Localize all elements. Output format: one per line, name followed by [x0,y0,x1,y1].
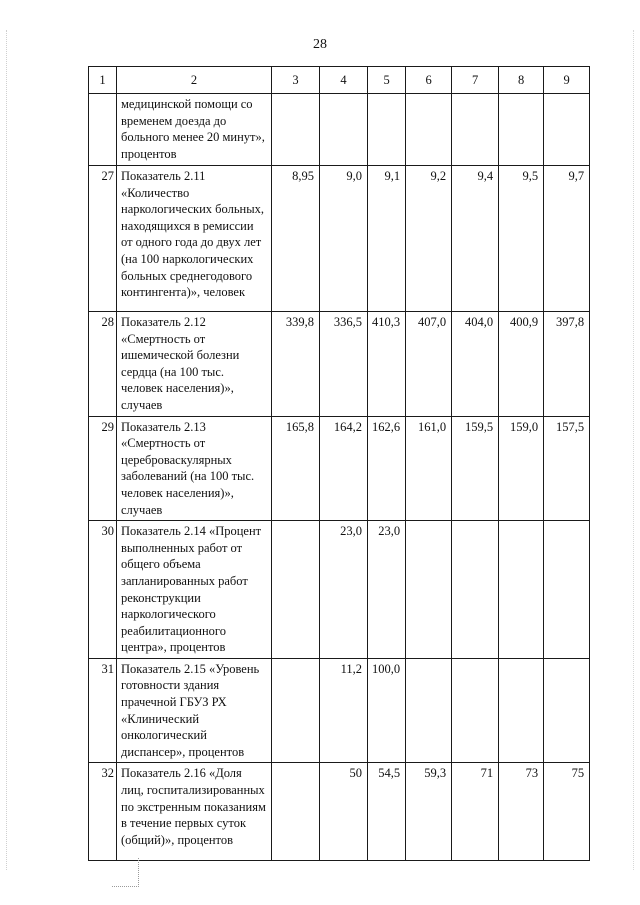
value-cell-col9: 75 [544,763,590,861]
value-cell-col3 [272,521,320,659]
table-row [89,763,590,861]
value-cell-col9: 157,5 [544,416,590,521]
value-cell-col7: 404,0 [452,312,499,417]
indicator-table [88,66,590,861]
row-number-cell [89,94,117,166]
indicator-description-cell: Показатель 2.13 «Смертность от цереброваскулярных заболеваний (на 100 тыс. человек населения)», случаев [117,416,272,521]
value-cell-col8: 9,5 [499,166,544,312]
scan-border-right [633,30,635,870]
row-number-cell: 32 [89,763,117,861]
value-cell-col7 [452,94,499,166]
value-cell-col6: 161,0 [406,416,452,521]
table-row [89,312,590,417]
header-cell: 3 [272,67,320,94]
value-cell-col6 [406,521,452,659]
value-cell-col3 [272,763,320,861]
value-cell-col3: 165,8 [272,416,320,521]
row-number-cell: 30 [89,521,117,659]
value-cell-col4 [320,94,368,166]
value-cell-col4: 50 [320,763,368,861]
value-cell-col3: 339,8 [272,312,320,417]
value-cell-col5: 100,0 [368,658,406,763]
value-cell-col5: 23,0 [368,521,406,659]
value-cell-col4: 164,2 [320,416,368,521]
value-cell-col7: 159,5 [452,416,499,521]
value-cell-col9 [544,658,590,763]
value-cell-col5 [368,94,406,166]
value-cell-col9: 9,7 [544,166,590,312]
indicator-description-cell: медицинской помощи со временем доезда до больного менее 20 минут», процентов [117,94,272,166]
header-cell: 5 [368,67,406,94]
value-cell-col9 [544,94,590,166]
indicator-description-cell: Показатель 2.14 «Процент выполненных работ от общего объема запланированных работ реконструкции наркологического реабилитационного центра», процентов [117,521,272,659]
value-cell-col9: 397,8 [544,312,590,417]
table-row [89,658,590,763]
value-cell-col6: 59,3 [406,763,452,861]
table-row [89,416,590,521]
value-cell-col7: 9,4 [452,166,499,312]
value-cell-col8: 400,9 [499,312,544,417]
row-number-cell: 31 [89,658,117,763]
value-cell-col3 [272,658,320,763]
value-cell-col8 [499,658,544,763]
table-header-row [89,67,590,94]
value-cell-col3: 8,95 [272,166,320,312]
value-cell-col6 [406,94,452,166]
value-cell-col7 [452,658,499,763]
value-cell-col8: 159,0 [499,416,544,521]
value-cell-col8: 73 [499,763,544,861]
value-cell-col8 [499,94,544,166]
value-cell-col9 [544,521,590,659]
indicator-description-cell: Показатель 2.16 «Доля лиц, госпитализированных по экстренным показаниям в течение первых суток (общий)», процентов [117,763,272,861]
value-cell-col8 [499,521,544,659]
table-row [89,521,590,659]
header-cell: 9 [544,67,590,94]
table-row [89,166,590,312]
scan-border-left [6,30,8,870]
value-cell-col7: 71 [452,763,499,861]
value-cell-col4: 23,0 [320,521,368,659]
header-cell: 8 [499,67,544,94]
indicator-description-cell: Показатель 2.12 «Смертность от ишемической болезни сердца (на 100 тыс. человек населения)», случаев [117,312,272,417]
indicator-description-cell: Показатель 2.15 «Уровень готовности здания прачечной ГБУЗ РХ «Клинический онкологический диспансер», процентов [117,658,272,763]
row-number-cell: 28 [89,312,117,417]
value-cell-col5: 54,5 [368,763,406,861]
scan-corner-mark [112,858,139,887]
value-cell-col4: 336,5 [320,312,368,417]
value-cell-col6: 407,0 [406,312,452,417]
header-cell: 1 [89,67,117,94]
value-cell-col5: 162,6 [368,416,406,521]
value-cell-col6: 9,2 [406,166,452,312]
row-number-cell: 29 [89,416,117,521]
header-cell: 2 [117,67,272,94]
value-cell-col3 [272,94,320,166]
indicator-description-cell: Показатель 2.11 «Количество наркологических больных, находящихся в ремиссии от одного года до двух лет (на 100 наркологических больных среднегодового контингента)», человек [117,166,272,312]
value-cell-col5: 410,3 [368,312,406,417]
table-row [89,94,590,166]
value-cell-col4: 9,0 [320,166,368,312]
header-cell: 7 [452,67,499,94]
header-cell: 6 [406,67,452,94]
value-cell-col4: 11,2 [320,658,368,763]
value-cell-col7 [452,521,499,659]
page-number: 28 [313,37,327,52]
value-cell-col6 [406,658,452,763]
header-cell: 4 [320,67,368,94]
row-number-cell: 27 [89,166,117,312]
value-cell-col5: 9,1 [368,166,406,312]
